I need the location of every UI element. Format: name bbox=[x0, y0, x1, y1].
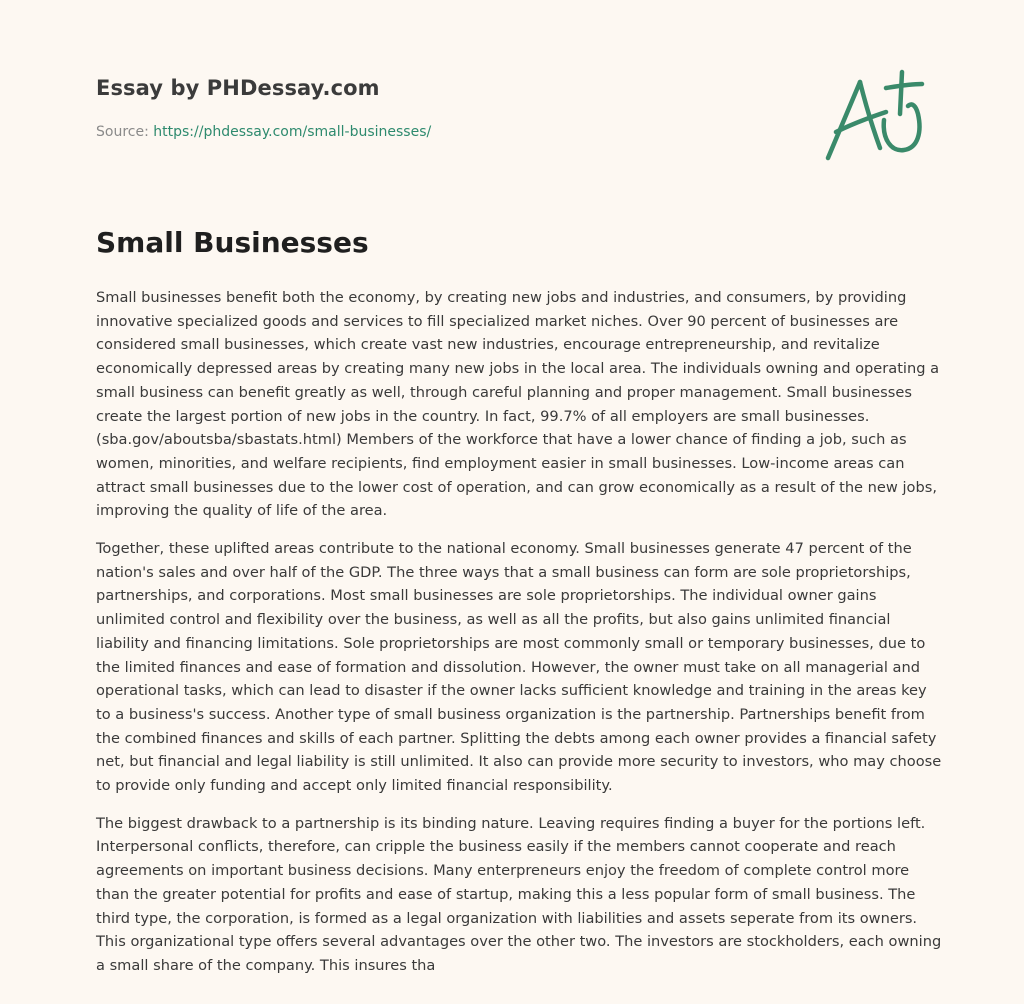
site-header bbox=[96, 76, 796, 100]
essay-paragraph: Small businesses benefit both the economy, by creating new jobs and industries, and consumers, by providing innovative specialized goods and services to fill specialized market niches. Over 90 percent of businesses are considered small businesses, which create vast new industries, encourage entrepreneurship, and revitalize economically depressed areas by creating many new jobs in the local area. The individuals owning and operating a small business can benefit greatly as well, through careful planning and proper management. Small businesses create the largest portion of new jobs in the country. In fact, 99.7% of all employers are small businesses. (sba.gov/aboutsba/sbastats.html) Members of the workforce that have a lower chance of finding a job, such as women, minorities, and welfare recipients, find employment easier in small businesses. Low-income areas can attract small businesses due to the lower cost of operation, and can grow economically as a result of the new jobs, improving the quality of life of the area. bbox=[96, 289, 940, 520]
essay-paragraph: The biggest drawback to a partnership is its binding nature. Leaving requires finding a buyer for the portions left. Interpersonal conflicts, therefore, can cripple the business easily if the members cannot cooperate and reach agreements on important business decisions. Many enterpreneurs enjoy the freedom of complete control more than the greater potential for profits and ease of startup, making this a less popular form of small business. The third type, the corporation, is formed as a legal organization with liabilities and assets seperate from its owners. This organizational type offers several advantages over the other two. The investors are stockholders, each owning a small share of the company. This insures tha bbox=[96, 814, 942, 974]
essay-title: Small Businesses bbox=[96, 226, 369, 259]
source-link[interactable]: https://phdessay.com/small-businesses/ bbox=[153, 124, 432, 140]
source-line bbox=[96, 124, 431, 140]
a-plus-icon bbox=[822, 66, 932, 166]
essay-paragraph: Together, these uplifted areas contribute to the national economy. Small businesses generate 47 percent of the nation's sales and over half of the GDP. The three ways that a small business can form are sole proprietorships, partnerships, and corporations. Most small businesses are sole proprietorships. The individual owner gains unlimited control and flexibility over the business, as well as all the profits, but also gains unlimited financial liability and financing limitations. Sole proprietorships are most commonly small or temporary businesses, due to the limited finances and ease of formation and dissolution. However, the owner must take on all managerial and operational tasks, which can lead to disaster if the owner lacks sufficient knowledge and training in the areas key to a business's success. Another type of small business organization is the partnership. Partnerships benefit from the combined finances and skills of each partner. Splitting the debts among each owner provides a financial safety net, but financial and legal liability is still unlimited. It also can provide more security to investors, who may choose to provide only funding and accept only limited financial responsibility. bbox=[96, 540, 942, 795]
source-label: Source: bbox=[96, 124, 149, 140]
essay-body bbox=[96, 286, 942, 992]
brand-title: Essay by PHDessay.com bbox=[96, 76, 380, 100]
